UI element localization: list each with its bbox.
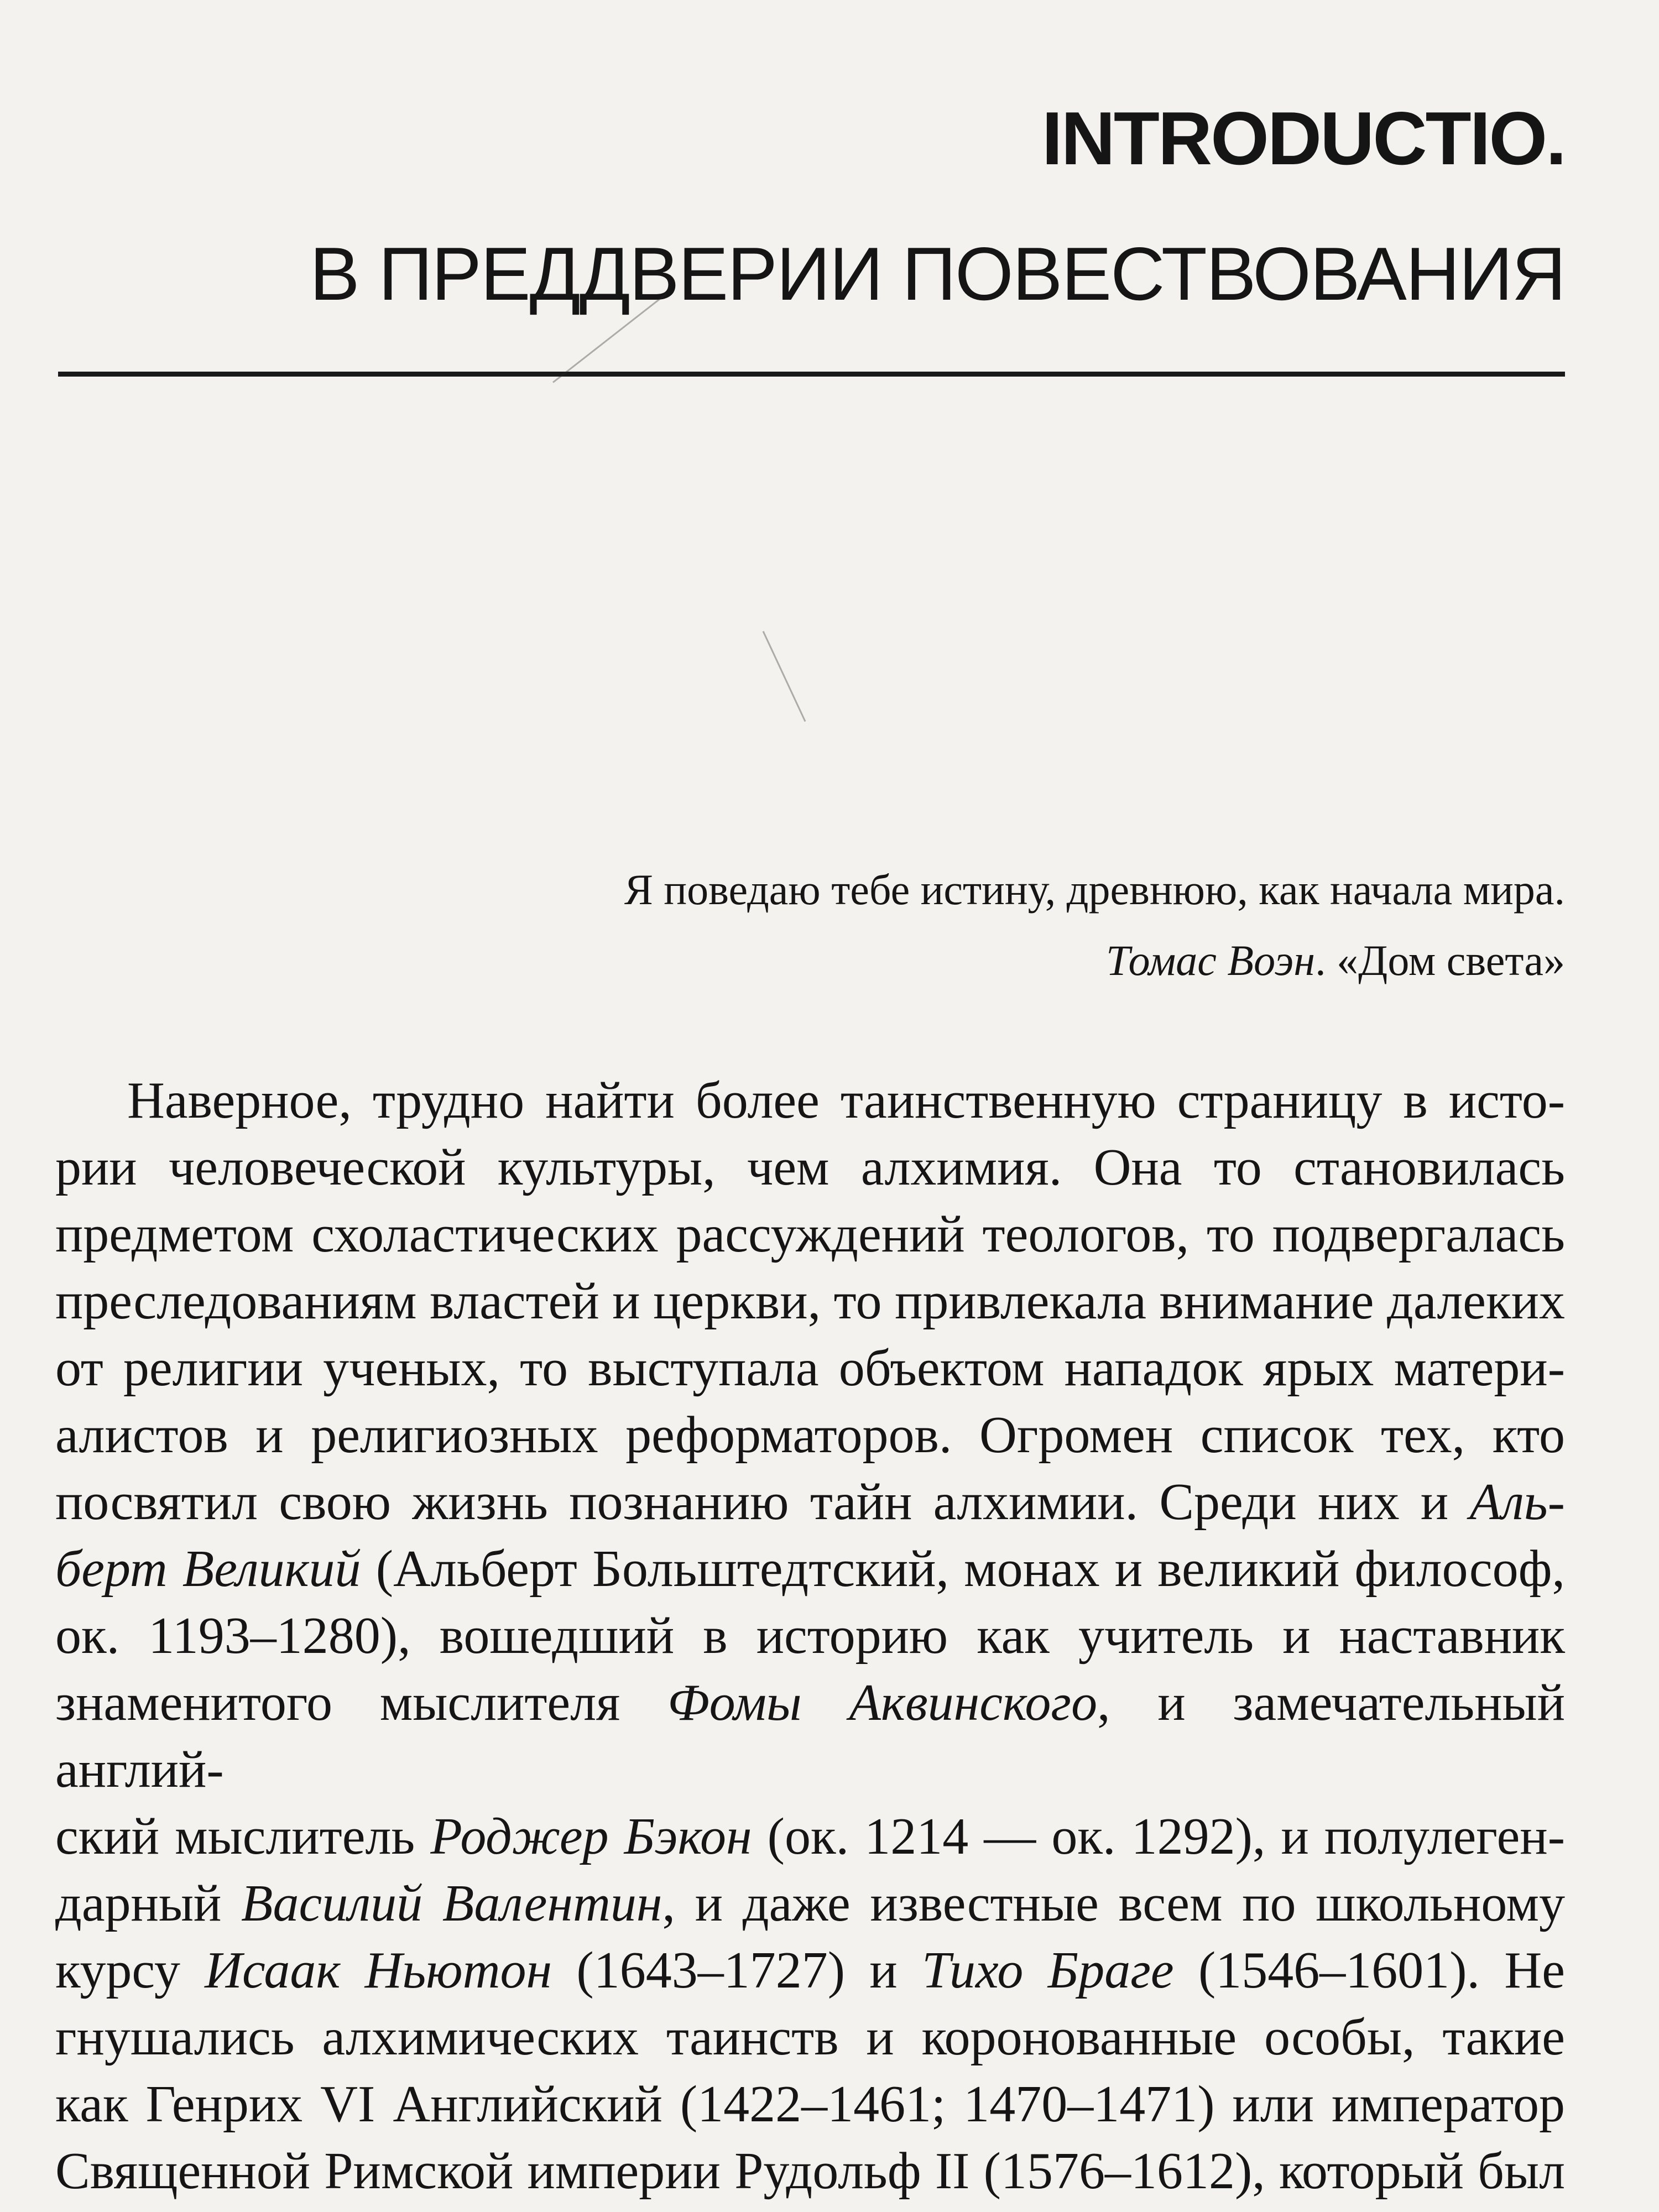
italic-name: берт Великий (55, 1540, 361, 1598)
text-line: Наверное, трудно найти более таинственную страницу в исто- (127, 1072, 1565, 1129)
italic-name: Роджер Бэкон (430, 1808, 752, 1865)
italic-name: Тихо Браге (922, 1942, 1174, 1999)
text-run: , и замечательный англий- (55, 1674, 1565, 1798)
chapter-title-latin: INTRODUCTIO. (1041, 96, 1565, 180)
epigraph-attribution (332, 925, 1565, 996)
show-through-background (61, 11, 1587, 76)
text-run: , и даже известные всем по школьному (662, 1875, 1566, 1932)
text-line (55, 1670, 1565, 1803)
epigraph-author: Томас Воэн (1105, 936, 1316, 984)
text-line (55, 1803, 1565, 1870)
text-run: ский мыслитель (55, 1808, 431, 1865)
text-line: гнушались алхимических таинств и коронованные особы, такие (55, 2008, 1565, 2066)
body-paragraph (55, 1067, 1565, 2205)
italic-name: Василий Валентин (241, 1875, 662, 1932)
text-line (55, 1536, 1565, 1603)
text-run: (Альберт Больштедтский, монах и великий философ, (361, 1540, 1565, 1598)
text-line: ок. 1193–1280), вошедший в историю как учитель и наставник (55, 1607, 1565, 1665)
text-line (55, 1469, 1565, 1536)
text-line: от религии ученых, то выступала объектом нападок ярых матери- (55, 1339, 1565, 1397)
epigraph-quote: Я поведаю тебе истину, древнюю, как начала мира. (624, 865, 1565, 914)
text-run: (1643–1727) и (552, 1942, 922, 1999)
text-run: знаменитого мыслителя (55, 1674, 668, 1731)
epigraph (332, 854, 1565, 996)
text-run: посвятил свою жизнь познанию тайн алхимии. Среди них и (55, 1473, 1470, 1531)
text-run: курсу (55, 1942, 205, 1999)
text-line: алистов и религиозных реформаторов. Огромен список тех, кто (55, 1406, 1565, 1464)
chapter-heading (58, 97, 1565, 318)
text-line: Священной Римской империи Рудольф II (1576–1612), который был (55, 2142, 1565, 2200)
paper-scratch (763, 631, 806, 722)
text-line: предметом схоластических рассуждений теологов, то подвергалась (55, 1206, 1565, 1263)
italic-name: Исаак Ньютон (205, 1942, 552, 1999)
text-line: преследованиям властей и церкви, то привлекала внимание далеких (55, 1272, 1565, 1330)
text-run: (ок. 1214 — ок. 1292), и полулеген- (752, 1808, 1566, 1865)
heading-underline-divider (58, 372, 1565, 377)
italic-name: Аль- (1469, 1473, 1565, 1531)
text-line: как Генрих VI Английский (1422–1461; 1470–1471) или император (55, 2075, 1565, 2133)
chapter-title-russian: В ПРЕДДВЕРИИ ПОВЕСТВОВАНИЯ (309, 232, 1565, 316)
text-run: дарный (55, 1875, 242, 1932)
text-line: рии человеческой культуры, чем алхимия. Она то становилась (55, 1139, 1565, 1196)
italic-name: Фомы Аквинского (667, 1674, 1098, 1731)
text-run: (1546–1601). Не (1173, 1942, 1565, 1999)
text-line (55, 1937, 1565, 2004)
epigraph-work: . «Дом света» (1315, 936, 1565, 984)
text-line (55, 1870, 1565, 1937)
